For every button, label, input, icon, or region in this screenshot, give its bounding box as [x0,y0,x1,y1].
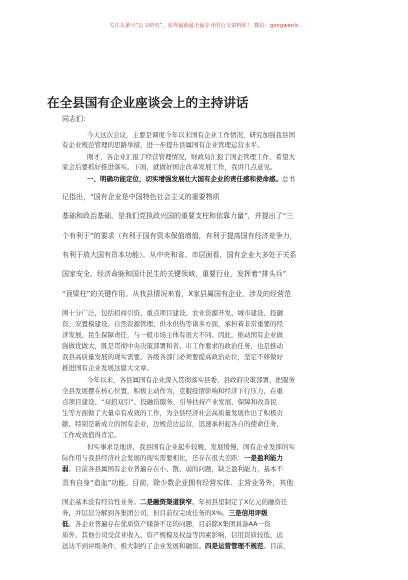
text-line [62,479,293,488]
text-line-segment: 工作成效值得肯定。 [62,431,121,439]
text-line-segment: 有企业规范管理的思路举措，进一步提升县属国有企业管理运营水平。 [62,141,264,149]
text-line-segment: 弱 [62,465,69,473]
text-line-emphasis: 一是盈利能力 [244,454,283,462]
text-line [62,454,283,463]
text-line-emphasis: 三是信用评级 [228,509,268,517]
text-line-segment: 强做优做大，既是贯彻中央决策部署和省、市工作要求的政治任务，也是推动 [62,342,283,350]
text-line-segment: 点项目建设、“双招双引”、投融资服务、引导扶持产业发展、保障和改善民 [62,398,277,406]
text-line [62,270,286,279]
text-line-segment: 低 [62,520,69,528]
text-line-segment: 家会后要抓好推进落实。下面，就做好国企改革发展工作，我讲几点意见。 [62,163,277,171]
text-line-segment: 全县发展摆在核心位置，积极主动作为，克服疫情影响和经济下行压力，在重 [62,387,283,395]
text-line-segment: 国家安全、经济命脉和国计民生的关键领域，重要行业，发挥着“排头兵” [62,270,287,278]
text-line [62,387,283,396]
text-line [62,364,153,373]
text-line [62,331,283,340]
text-line [62,320,283,329]
text-line [87,153,295,162]
text-line [87,175,295,184]
text-line [62,342,283,351]
text-line-segment: 今年以来，各县属国有企业深入贯彻落实县委、县政府决策部署，把服务 [87,376,295,384]
text-line-segment: 济发展、民生保障责任，与一般市场主体有很大不同。因此，推动国有企业做 [62,331,283,339]
text-line [62,531,283,540]
text-line [62,232,297,241]
text-line-segment: “顶梁柱”的关键作用。从我县情况来看，X家县属国有企业，涉及的经营范 [62,290,292,298]
text-line-segment: 我县高质量发展的现实需要。各级各部门必须要提高政治站位，坚定不移做好 [62,353,283,361]
text-line-segment: 刚才，各企业汇报了经营管理情况，财政局汇报了国企管理工作，希望大 [87,153,295,161]
text-line [62,520,271,529]
text-line [62,409,283,418]
text-line [62,542,290,551]
text-line-segment: 献。特别是新成立的国有企业，边规范边运营，迅速承担起各自的使命任务， [62,420,283,428]
text-line [87,443,295,452]
document-title: 在全县国有企业座谈会上的主持讲话 [47,95,249,110]
text-line-segment: 远达不到评级条件，极大制约了企业发展和融资。 [62,542,205,550]
text-line-segment: 国企基本没有经营性业务。 [62,498,140,506]
text-line-segment: 。年初县里制定了X亿元的融资任 [192,498,288,506]
text-line [62,212,293,221]
text-line-segment: 基础和政治基础，是我们党执政兴国的重要支柱和依靠力量”，并提出了“三 [62,212,294,220]
text-line-segment: 。目前各县属国有企业普遍存在小、散、弱的问题，缺乏盈利能力，基本不 [68,465,283,473]
text-line-segment: 今天这次会议，主要是调度今年以来国有企业工作情况，研究加强我县国 [87,131,295,139]
top-banner-notice: 关注头条号“公文研究”，获得最新最全最专业的公文资料库！ 微信：gongwenlc [109,23,299,29]
text-line-emphasis: 二是融资渠道狭窄 [140,498,192,506]
text-line-segment: 。目前， [263,542,290,550]
text-line [62,353,283,362]
text-line [62,498,287,507]
text-line-emphasis: 四是运营管理不规范 [205,542,264,550]
text-line-segment: 际作用与我县经济社会发展的现实需要相比，还存在很大差距： [62,454,244,462]
text-line [87,131,295,140]
text-line-segment: 。各企业普遍存在优质资产储备不足的问题，目前除X集团具备AA一资 [68,520,271,528]
text-line-segment: 质外，其他公司受营业收入、资产规模及权益等因素影响，信用资质较低，远 [62,531,283,539]
text-line [62,420,283,429]
text-line [62,163,277,172]
text-line [62,251,297,260]
text-line-segment: 推进国有企业发展这篇大文章。 [62,364,153,372]
text-line-segment: 生等方面做了大量卓有成效的工作，为全县经济社会高质量发展作出了积极贡 [62,409,283,417]
text-line [62,193,220,202]
text-line-segment: 围十分广泛，包括招商引资、重点项目建设、农业资源开发、城市建设、投融 [62,309,283,317]
text-line-emphasis: 总书 [282,175,295,183]
salutation: 同志们： [62,115,90,123]
text-line [62,398,277,407]
text-line-segment: 资、安置模建设、自然资源管理、供水供热等诸多方面，承担着非常重要的经 [62,320,283,328]
text-line-segment: 记指出，“国有企业是中国特色社会主义的重要物质 [62,193,220,201]
text-line [62,465,283,474]
text-line-segment: 务，并层层分解到各集团公司，但目前仅完成任务的X%。 [62,509,229,517]
text-line-segment: 具有自身“造血”功能。目前，除少数企业拥有经营实体、主营业务外，其他 [62,479,294,487]
text-line [62,509,268,518]
text-line [62,290,291,299]
text-line [62,431,121,440]
text-line [62,309,283,318]
text-line-segment: 一、明确功能定位，切实增强发展壮大国有企业的责任感和使命感。 [87,175,282,183]
text-line-segment: 但实事求是地讲，我县国有企业起步较晚、发展缓慢，国有企业发挥的实 [87,443,295,451]
text-line-segment: 个有利于”的要求（有利于国有资本保值增值，有利于提高国有经济竞争力， [62,232,297,240]
text-line-segment: 有利于放大国有资本功能）。从中央和省、市层面看，国有企业大多处于关系 [62,251,297,259]
text-line [87,376,295,385]
text-line [62,141,264,150]
